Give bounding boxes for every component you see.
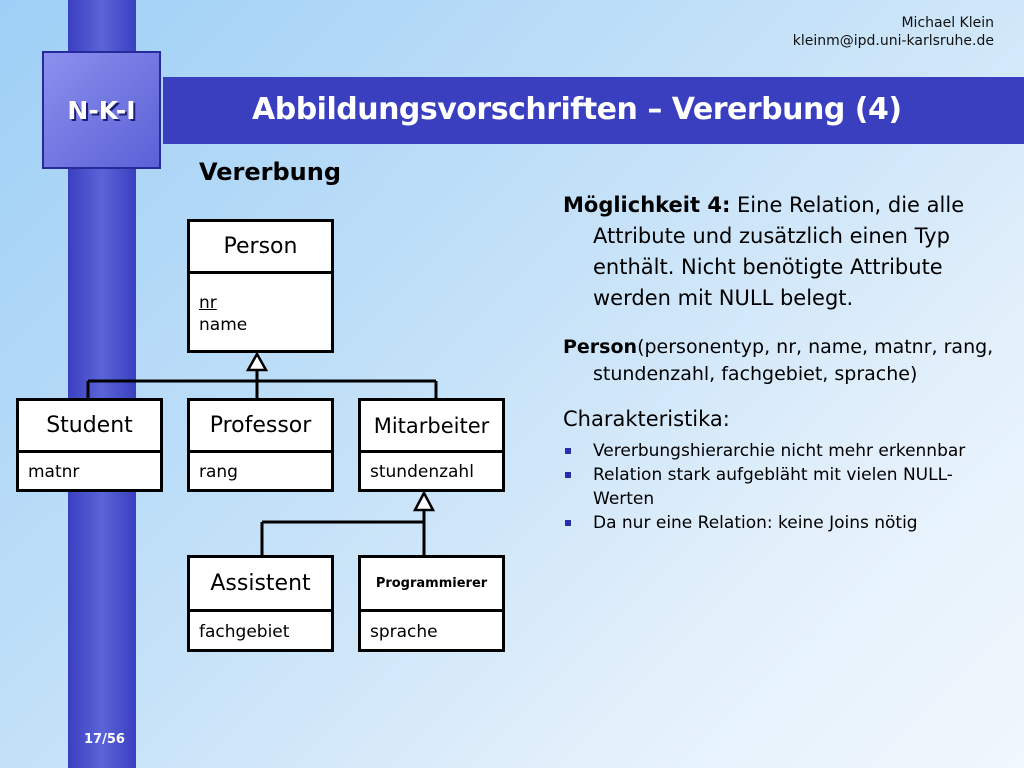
list-item: Da nur eine Relation: keine Joins nötig [563, 511, 1003, 535]
generalization-arrow-mitarbeiter [415, 493, 433, 510]
relation-name: Person [563, 336, 638, 358]
slide-title: Abbildungsvorschriften – Vererbung (4) [252, 92, 902, 127]
author-email: kleinm@ipd.uni-karlsruhe.de [792, 33, 994, 49]
slide-subtitle: Vererbung [199, 158, 342, 186]
attribute: sprache [370, 622, 438, 642]
charakteristika-list [563, 439, 1003, 535]
class-assistent [187, 555, 334, 652]
option-paragraph [563, 190, 1003, 314]
class-programmierer [358, 555, 505, 652]
class-name: Student [19, 401, 160, 453]
generalization-arrow-person [248, 354, 266, 370]
attribute: fachgebiet [199, 622, 290, 642]
square-bullet-icon [565, 520, 571, 526]
class-person [187, 219, 334, 353]
list-item: Vererbungshierarchie nicht mehr erkennbar [563, 439, 1003, 463]
logo-text: N-K-I [67, 95, 136, 125]
list-item: Relation stark aufgebläht mit vielen NULL-Werten [563, 463, 1003, 511]
class-name: Programmierer [361, 558, 502, 612]
relation-attributes: (personentyp, nr, name, matnr, rang, stundenzahl, fachgebiet, sprache) [593, 336, 994, 385]
attribute: name [199, 315, 248, 335]
class-name: Professor [190, 401, 331, 453]
attribute: rang [199, 462, 238, 482]
class-mitarbeiter [358, 398, 505, 492]
square-bullet-icon [565, 472, 571, 478]
content-text [563, 190, 1003, 535]
attribute-key: nr [199, 293, 217, 313]
relation-definition [563, 334, 1003, 388]
page-number: 17/56 [84, 732, 125, 747]
class-name: Assistent [190, 558, 331, 612]
attribute: matnr [28, 462, 80, 482]
class-name: Person [190, 222, 331, 274]
class-professor [187, 398, 334, 492]
square-bullet-icon [565, 448, 571, 454]
attribute: stundenzahl [370, 462, 474, 482]
class-student [16, 398, 163, 492]
option-label: Möglichkeit 4: [563, 193, 731, 217]
class-name: Mitarbeiter [361, 401, 502, 453]
option-text: Eine Relation, die alle Attribute und zusätzlich einen Typ enthält. Nicht benötigte Attribute werden mit NULL belegt. [593, 193, 965, 310]
charakteristika-heading: Charakteristika: [563, 407, 730, 431]
class-attributes [190, 274, 331, 338]
author-name: Michael Klein [901, 15, 994, 31]
